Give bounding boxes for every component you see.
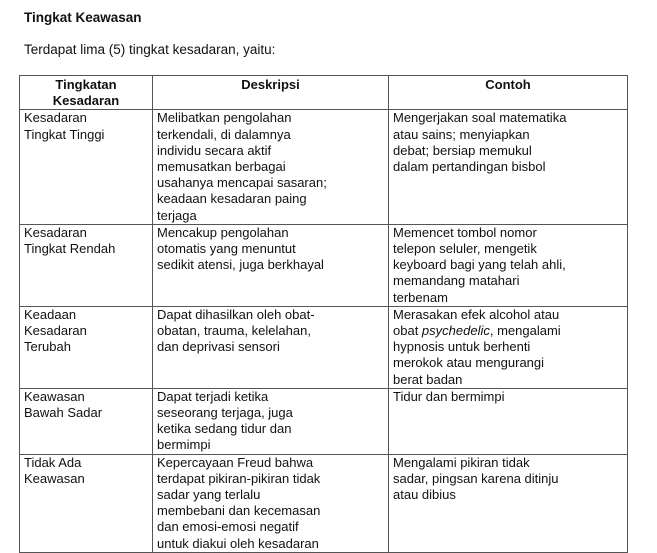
table-row bbox=[20, 454, 628, 552]
row-description: Mencakup pengolahan otomatis yang menuntut sedikit atensi, juga berkhayal bbox=[153, 224, 389, 306]
intro-text: Terdapat lima (5) tingkat kesadaran, yaitu: bbox=[24, 42, 276, 57]
row-example: Memencet tombol nomor telepon seluler, mengetik keyboard bagi yang telah ahli, memandang matahari terbenam bbox=[389, 224, 628, 306]
document-title: Tingkat Keawasan bbox=[24, 10, 142, 25]
table-row bbox=[20, 110, 628, 224]
row-level: Keawasan Bawah Sadar bbox=[20, 388, 153, 454]
row-description: Kepercayaan Freud bahwa terdapat pikiran-pikiran tidak sadar yang terlalu membebani dan kecemasan dan emosi-emosi negatif untuk diakui oleh kesadaran bbox=[153, 454, 389, 552]
example-text: , mengalami hypnosis untuk berhenti merokok atau mengurangi berat badan bbox=[393, 323, 561, 387]
table-row bbox=[20, 306, 628, 388]
header-description: Deskripsi bbox=[153, 76, 389, 110]
row-example: Mengerjakan soal matematika atau sains; menyiapkan debat; bersiap memukul dalam pertandingan bisbol bbox=[389, 110, 628, 224]
row-level: Tidak Ada Keawasan bbox=[20, 454, 153, 552]
row-level: Keadaan Kesadaran Terubah bbox=[20, 306, 153, 388]
consciousness-levels-table bbox=[19, 75, 628, 553]
header-example: Contoh bbox=[389, 76, 628, 110]
row-level: Kesadaran Tingkat Tinggi bbox=[20, 110, 153, 224]
row-level: Kesadaran Tingkat Rendah bbox=[20, 224, 153, 306]
table-header-row bbox=[20, 76, 628, 110]
header-level: Tingkatan Kesadaran bbox=[20, 76, 153, 110]
table-row bbox=[20, 224, 628, 306]
row-example: Tidur dan bermimpi bbox=[389, 388, 628, 454]
row-description: Melibatkan pengolahan terkendali, di dalamnya individu secara aktif memusatkan berbagai usahanya mencapai sasaran; keadaan kesadaran paing terjaga bbox=[153, 110, 389, 224]
row-description: Dapat terjadi ketika seseorang terjaga, juga ketika sedang tidur dan bermimpi bbox=[153, 388, 389, 454]
row-example bbox=[389, 306, 628, 388]
row-description: Dapat dihasilkan oleh obat- obatan, trauma, kelelahan, dan deprivasi sensori bbox=[153, 306, 389, 388]
row-example: Mengalami pikiran tidak sadar, pingsan karena ditinju atau dibius bbox=[389, 454, 628, 552]
example-text: Merasakan efek alcohol atau obat bbox=[393, 306, 560, 339]
example-italic-term: psychedelic bbox=[421, 323, 490, 339]
table-row bbox=[20, 388, 628, 454]
